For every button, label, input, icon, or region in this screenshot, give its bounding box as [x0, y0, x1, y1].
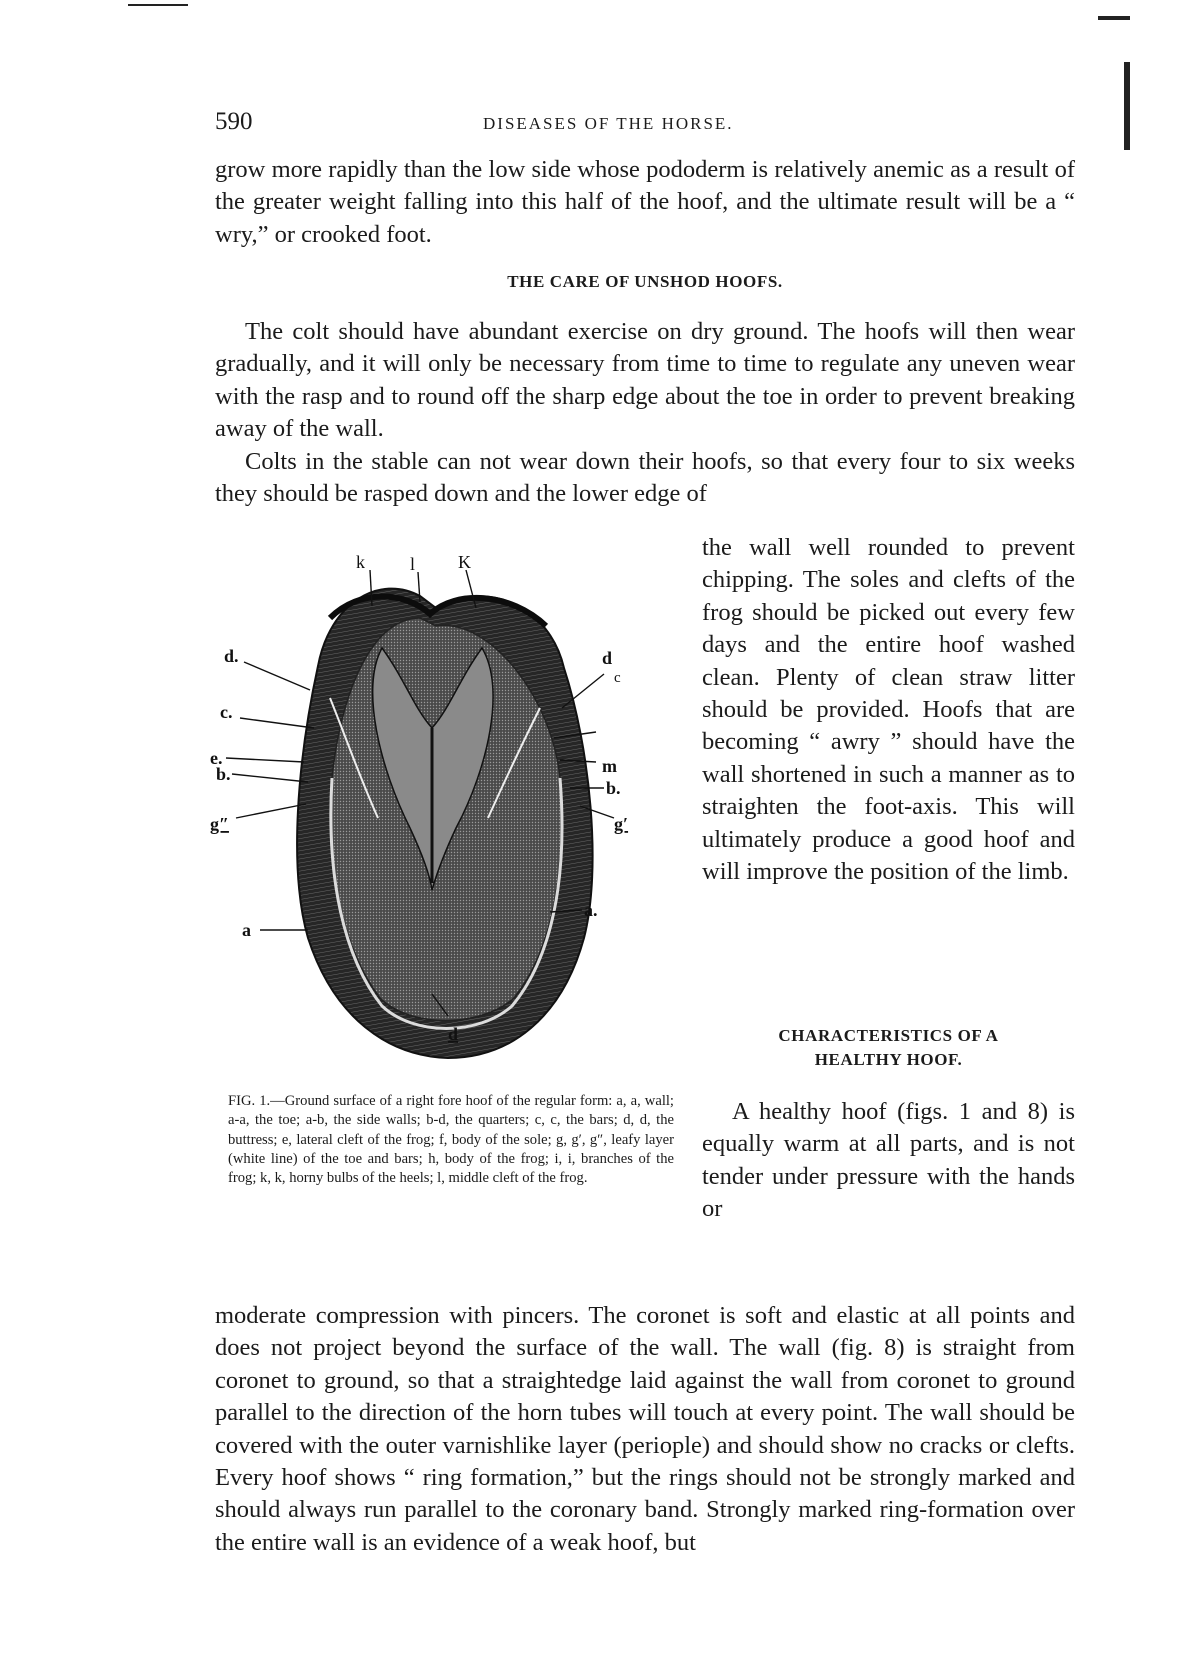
label-c-left: c.: [220, 702, 233, 722]
healthy-paragraph-continuation-block: [215, 1300, 1075, 1559]
scan-mark-top-left: [128, 4, 188, 6]
section-heading-unshod: THE CARE OF UNSHOD HOOFS.: [507, 272, 783, 291]
unshod-paragraphs: [215, 316, 1075, 510]
scan-mark-top-right: [1098, 16, 1130, 20]
page-header: [215, 108, 1075, 142]
healthy-paragraph-continuation: moderate compression with pincers. The coronet is soft and elastic at all points and does not project beyond the surface of the wall. The wall (fig. 8) is straight from coronet to ground, so that a straightedge laid against the wall from coronet to ground parallel to the direction of the horn tubes will touch at every point. The wall should be covered with the outer varnishlike layer (periople) and should show no cracks or clefts. Every hoof shows “ ring formation,” but the rings should not be strongly marked and should always run parallel to the coronary band. Strongly marked ring-formation over the entire wall is an evidence of a weak hoof, but: [215, 1302, 1075, 1556]
section-heading-healthy-line-1: CHARACTERISTICS OF A: [778, 1026, 999, 1045]
label-b-left: b.: [216, 764, 231, 784]
healthy-paragraph-start: A healthy hoof (figs. 1 and 8) is equally warm at all parts, and is not tender under pressure with the hands or: [702, 1098, 1075, 1223]
hoof-figure: [210, 552, 688, 1098]
section-heading-healthy: [702, 1024, 1075, 1072]
label-d-left: d.: [224, 646, 239, 666]
label-d-right: d: [602, 648, 613, 668]
label-c-right: c: [614, 670, 621, 686]
label-d-bottom: d: [448, 1024, 459, 1044]
page-number: 590: [215, 108, 253, 135]
unshod-paragraph-2-start: Colts in the stable can not wear down their hoofs, so that every four to six weeks they should be rasped down and the lower edge of: [215, 447, 1075, 508]
hoof-engraving: [210, 552, 688, 1098]
healthy-paragraph-start-block: [702, 1096, 1075, 1226]
intro-paragraph: grow more rapidly than the low side whose pododerm is relatively anemic as a result of the greater weight falling into this half of the hoof, and the ultimate result will be a “ wry,” or crooked foot.: [215, 156, 1075, 248]
label-m-right: m: [602, 756, 617, 776]
label-k-left: k: [356, 552, 365, 572]
label-k-right: K: [458, 552, 471, 572]
unshod-paragraph-2-continuation-block: [702, 532, 1075, 888]
figure-caption: FIG. 1.—Ground surface of a right fore hoof of the regular form: a, a, wall; a-a, the toe; a-b, the side walls; b-d, the quarters; c, c, the bars; d, d, the buttress; e, lateral cleft of the frog; f, body of the sole; g, g′, g″, leafy layer (white line) of the toe and bars; h, body of the frog; i, i, branches of the frog; k, k, horny bulbs of the heels; l, middle cleft of the frog.: [228, 1093, 674, 1187]
label-l-top: l: [410, 554, 416, 574]
label-b-right: b.: [606, 778, 621, 798]
running-title: DISEASES OF THE HORSE.: [483, 114, 734, 133]
unshod-paragraph-1: The colt should have abundant exercise on dry ground. The hoofs will then wear gradually, and it will only be necessary from time to time to regulate any uneven wear with the rasp and to round off the sharp edge about the toe in order to prevent breaking away of the wall.: [215, 318, 1075, 443]
section-heading-healthy-line-2: HEALTHY HOOF.: [814, 1050, 963, 1069]
scan-mark-right-edge: [1124, 62, 1130, 150]
label-a-right: a.: [584, 900, 598, 920]
unshod-paragraph-2-continuation: the wall well rounded to prevent chipping. The soles and clefts of the frog should be picked out every few days and the entire hoof washed clean. Plenty of clean straw litter should be provided. Hoofs that are becoming “ awry ” should have the wall shortened in such a manner as to straighten the foot-axis. This will ultimately produce a good hoof and will improve the position of the limb.: [702, 534, 1075, 886]
label-g-right: g′: [614, 814, 629, 834]
label-g-left: g″: [210, 814, 229, 834]
intro-paragraph-block: [215, 154, 1075, 251]
label-e-left: e.: [210, 748, 223, 768]
label-a-left: a: [242, 920, 251, 940]
